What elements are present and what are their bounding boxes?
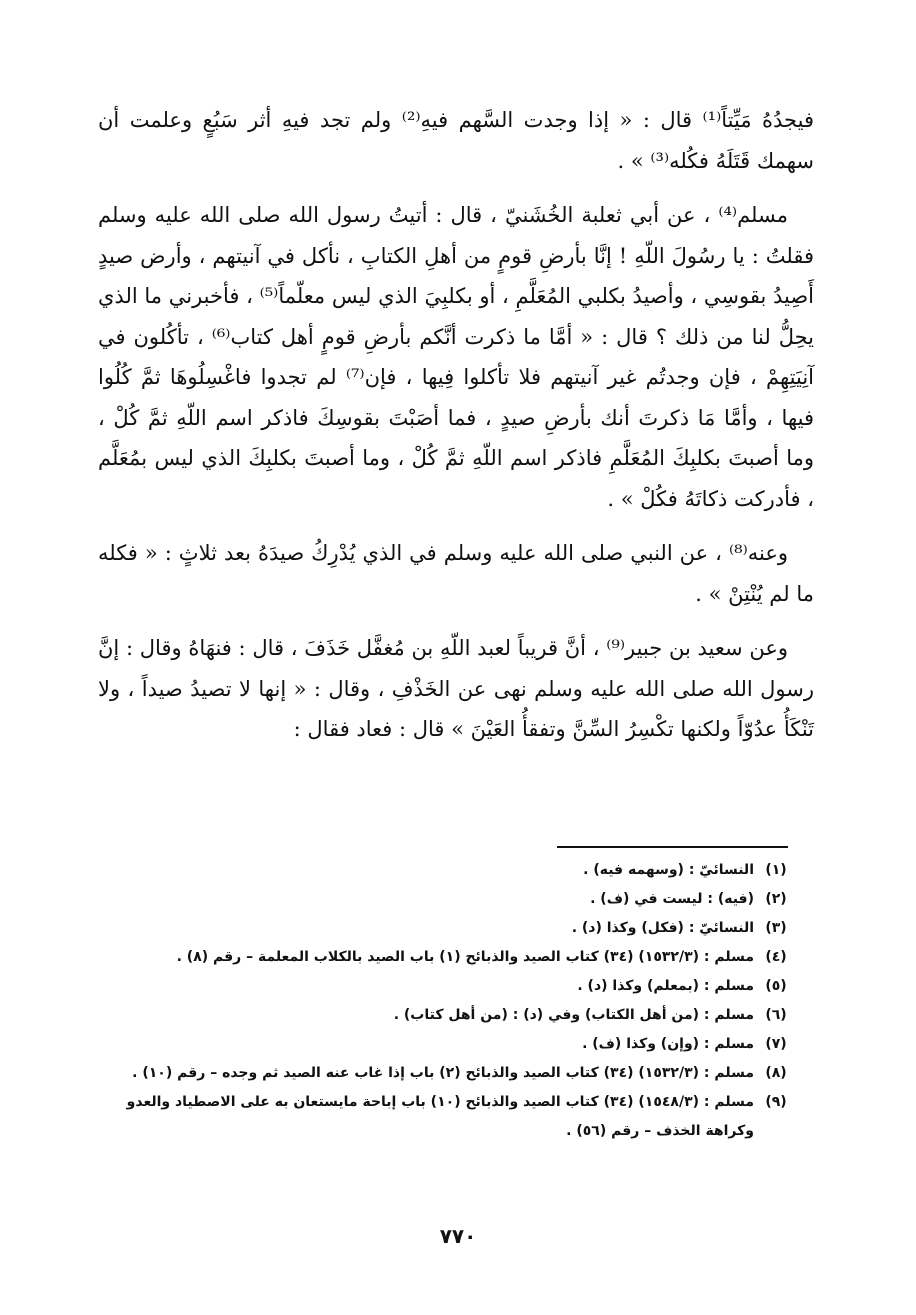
footnotes-list (98, 856, 798, 1146)
paragraph-4: وعن سعيد بن جبير⁽⁹⁾ ، أنَّ قريباً لعبد اللّهِ بن مُغفَّل خَذَفَ ، قال : فنهَاهُ وقال : إنَّ رسول الله صلى الله عليه وسلم نهى عن الخَذْفِ ، وقال : « إنها لا تصيدُ صيداً ، ولا تَنْكَأُ عدُوّاً ولكنها تكْسِرُ السِّنَّ وتفقأُ العَيْنَ » قال : فعاد فقال : (98, 636, 814, 741)
footnote-separator (557, 846, 788, 848)
footnote (98, 1088, 798, 1146)
footnote (98, 972, 798, 1001)
footnote-number: (٧) (765, 1036, 787, 1052)
footnote-number: (٨) (765, 1065, 787, 1081)
page-number: ٧٧٠ (439, 1224, 477, 1248)
footnote-text: النسائيّ : (وسهمه فيه) . (583, 862, 754, 878)
footnote (98, 1030, 798, 1059)
footnote-number: (٣) (765, 920, 787, 936)
footnote-number: (١) (765, 862, 787, 878)
footnote-number: (٦) (765, 1007, 787, 1023)
footnote (98, 885, 798, 914)
paragraph-2: مسلم⁽⁴⁾ ، عن أبي ثعلبة الخُشَنيّ ، قال : أتيتُ رسول الله صلى الله عليه وسلم فقلتُ : يا رسُولَ اللّهِ ! إنَّا بأرضِ قومٍ من أهلِ الكتابِ ، نأكل في آنيتهم ، وأرض صيدٍ أَصِيدُ بقوسِي ، وأصيدُ بكلبي المُعَلَّمِ ، أو بكلبِيَ الذي ليس معلّماً⁽⁵⁾ ، فأخبرني ما الذي يحِلُّ لنا من ذلك ؟ قال : « أمَّا ما ذكرت أنَّكم بأرضِ قومٍ أهل كتاب⁽⁶⁾ ، تأكُلون في آنِيَتِهِمْ ، فإن وجدتُم غير آنيتهم فلا تأكلوا فِيها ، فإن⁽⁷⁾ لم تجدوا فاغْسِلُوهَا ثمَّ كُلُوا فيها ، وأمَّا مَا ذكرتَ أنك بأرضِ صيدٍ ، فما أصَبْتَ بقوسِكَ فاذكر اسم اللّهِ ثمَّ كُلْ ، وما أصبتَ بكلبِكَ المُعَلَّمِ فاذكر اسم اللّهِ ثمَّ كُلْ ، وما أصبتَ بكلبِكَ الذي ليس بمُعَلَّم ، فأدركت ذكاتَهُ فكُلْ » . (98, 203, 815, 511)
footnote-text: مسلم : (١٥٤٨/٣) (٣٤) كتاب الصيد والذبائح (١٠) باب إباحة مايستعان به على الاصطياد والعدو وكراهة الخذف – رقم (٥٦) . (126, 1094, 754, 1139)
footnote (98, 1059, 798, 1088)
footnote-text: النسائيّ : (فكل) وكذا (د) . (571, 920, 754, 936)
footnote (98, 1001, 798, 1030)
footnote-text: مسلم : (١٥٣٢/٣) (٣٤) كتاب الصيد والذبائح (١) باب الصيد بالكلاب المعلمة – رقم (٨) . (176, 949, 754, 965)
footnote-text: مسلم : (بمعلم) وكذا (د) . (577, 978, 754, 994)
paragraph-1: فيجدُهُ مَيِّتاً⁽¹⁾ قال : « إذا وجدت السَّهم فيهِ⁽²⁾ ولم تجد فيهِ أثر سَبُعٍ وعلمت أن سهمك قَتَلَهُ فكُله⁽³⁾ » . (98, 108, 814, 173)
main-text (98, 100, 814, 764)
footnote (98, 914, 798, 943)
paragraph-3: وعنه⁽⁸⁾ ، عن النبي صلى الله عليه وسلم في الذي يُدْرِكُ صيدَهُ بعد ثلاثٍ : « فكله ما لم يُنْتِنْ » . (98, 541, 814, 606)
footnote (98, 856, 798, 885)
footnote-text: مسلم : (١٥٣٢/٣) (٣٤) كتاب الصيد والذبائح (٢) باب إذا غاب عنه الصيد ثم وجده – رقم (١٠) . (132, 1065, 754, 1081)
footnote-number: (٥) (765, 978, 787, 994)
footnote-number: (٤) (765, 949, 787, 965)
footnote-text: مسلم : (من أهل الكتاب) وفي (د) : (من أهل كتاب) . (393, 1007, 754, 1023)
footnote-text: (فيه) : ليست في (ف) . (590, 891, 754, 907)
footnote-number: (٢) (765, 891, 787, 907)
footnote-text: مسلم : (وإن) وكذا (ف) . (582, 1036, 754, 1052)
footnote (98, 943, 798, 972)
footnote-number: (٩) (765, 1094, 787, 1110)
